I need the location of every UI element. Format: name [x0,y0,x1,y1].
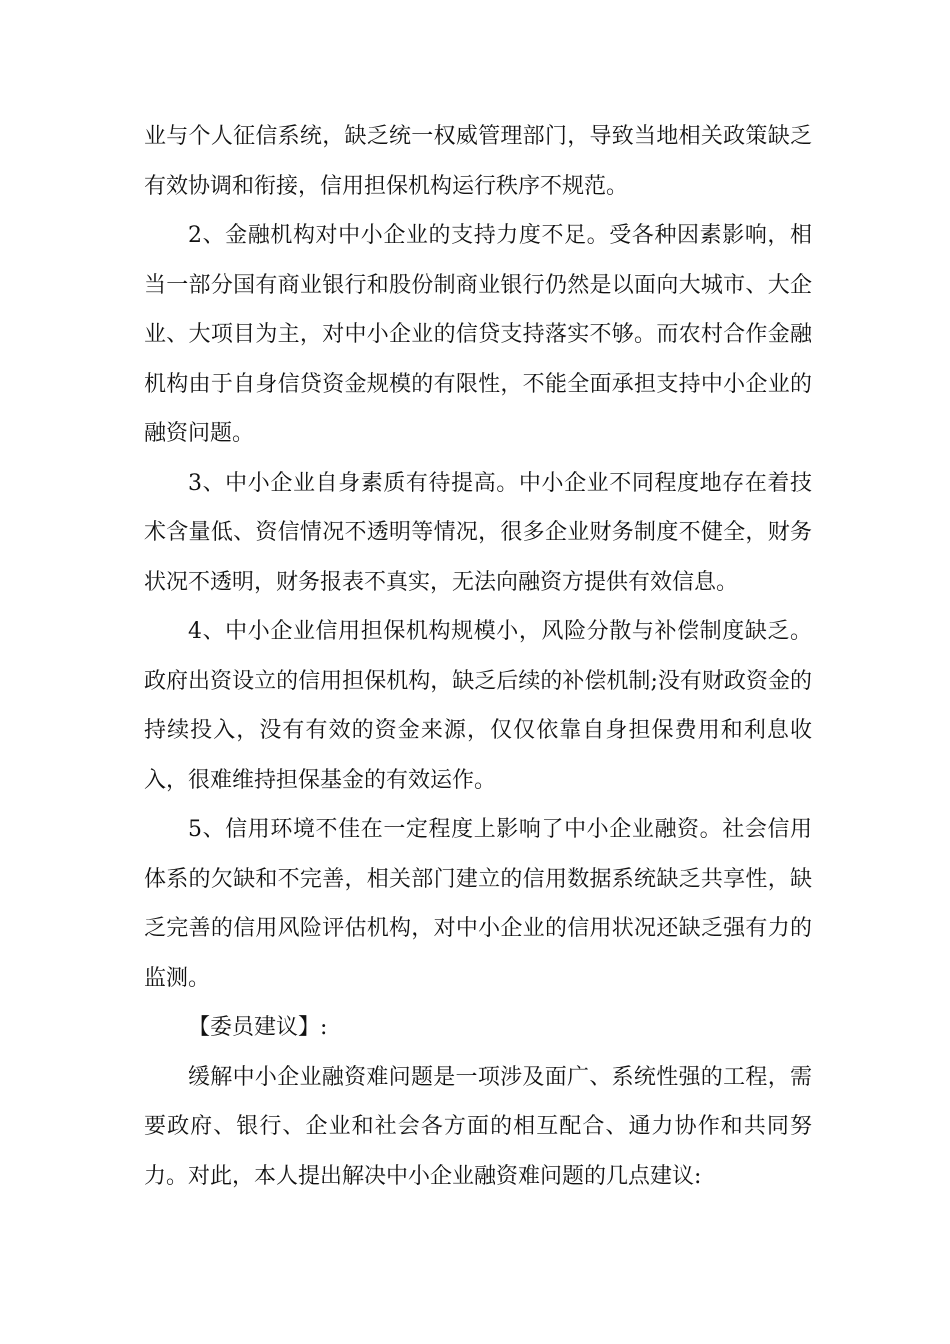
paragraph-continued: 业与个人征信系统，缺乏统一权威管理部门，导致当地相关政策缺乏有效协调和衔接，信用担保机构运行秩序不规范。 [144,124,812,199]
document-body [144,112,812,1201]
section-heading-suggestions: 【委员建议】: [188,1015,328,1040]
paragraph-suggestions-intro: 缓解中小企业融资难问题是一项涉及面广、系统性强的工程，需要政府、银行、企业和社会各方面的相互配合、通力协作和共同努力。对此，本人提出解决中小企业融资难问题的几点建议: [144,1064,812,1189]
paragraph-point-4: 4、中小企业信用担保机构规模小，风险分散与补偿制度缺乏。政府出资设立的信用担保机构，缺乏后续的补偿机制;没有财政资金的持续投入，没有有效的资金来源，仅仅依靠自身担保费用和利息收入，很难维持担保基金的有效运作。 [144,619,812,793]
paragraph-point-3: 3、中小企业自身素质有待提高。中小企业不同程度地存在着技术含量低、资信情况不透明等情况，很多企业财务制度不健全，财务状况不透明，财务报表不真实，无法向融资方提供有效信息。 [144,470,812,595]
paragraph-point-2: 2、金融机构对中小企业的支持力度不足。受各种因素影响，相当一部分国有商业银行和股份制商业银行仍然是以面向大城市、大企业、大项目为主，对中小企业的信贷支持落实不够。而农村合作金融机构由于自身信贷资金规模的有限性，不能全面承担支持中小企业的融资问题。 [144,223,812,446]
paragraph-point-5: 5、信用环境不佳在一定程度上影响了中小企业融资。社会信用体系的欠缺和不完善，相关部门建立的信用数据系统缺乏共享性，缺乏完善的信用风险评估机构，对中小企业的信用状况还缺乏强有力的监测。 [144,817,812,991]
